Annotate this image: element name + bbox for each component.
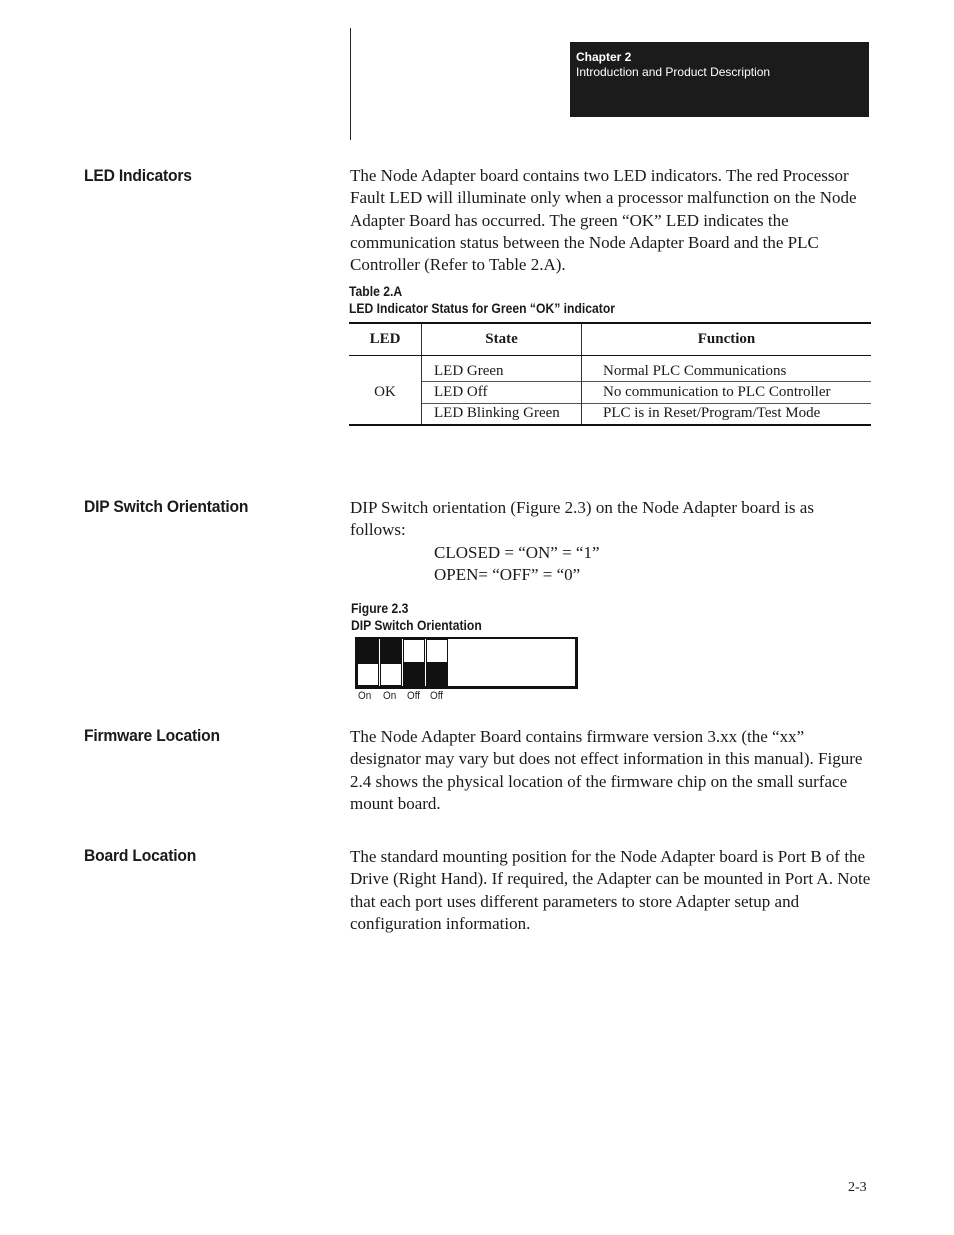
table-cell-led: OK xyxy=(349,356,422,426)
dip-switch-1-upper xyxy=(357,639,379,663)
dip-switch-1 xyxy=(357,639,379,686)
dip-switch-2 xyxy=(380,639,402,686)
table-row xyxy=(349,356,871,382)
figure-number: Figure 2.3 xyxy=(351,601,409,616)
table-title: LED Indicator Status for Green “OK” indicator xyxy=(349,301,615,316)
dip-switch-4-upper xyxy=(426,639,448,663)
board-location-paragraph xyxy=(350,846,872,935)
chapter-header xyxy=(570,42,869,117)
chapter-title: Introduction and Product Description xyxy=(576,65,771,79)
dip-switch-3 xyxy=(403,639,425,686)
firmware-paragraph xyxy=(350,726,872,815)
table-header-function: Function xyxy=(582,323,872,356)
table-cell-function: PLC is in Reset/Program/Test Mode xyxy=(582,403,872,425)
dip-switch-1-lower xyxy=(357,663,379,687)
led-indicators-text: The Node Adapter board contains two LED indicators. The red Processor Fault LED will illuminate only when a processor malfunction on the Node Adapter Board has occurred. The green “OK” LED indicates the communication status between the Node Adapter Board and the PLC Controller (Refer to Table 2.A). xyxy=(350,166,857,275)
dip-switch-3-lower xyxy=(403,663,425,687)
dip-label-4: Off xyxy=(430,690,444,702)
heading-board-location: Board Location xyxy=(84,846,197,865)
led-indicators-paragraph xyxy=(350,165,872,276)
dip-switch-figure xyxy=(355,637,578,689)
dip-open-line: OPEN= “OFF” = “0” xyxy=(434,564,581,584)
dip-switch-4-lower xyxy=(426,663,448,687)
header-vertical-rule xyxy=(350,28,351,140)
figure-title: DIP Switch Orientation xyxy=(351,618,482,633)
table-cell-state: LED Blinking Green xyxy=(422,403,582,425)
dip-switch-paragraph xyxy=(350,497,872,586)
led-status-table xyxy=(349,322,871,426)
dip-switch-4 xyxy=(426,639,448,686)
dip-label-3: Off xyxy=(407,690,421,702)
heading-dip-switch-orientation: DIP Switch Orientation xyxy=(84,497,249,516)
firmware-text: The Node Adapter Board contains firmware version 3.xx (the “xx” designator may vary but does not effect information in this manual). Figure 2.4 shows the physical location of the firmware chip on the small surface mount board. xyxy=(350,727,863,813)
heading-led-indicators: LED Indicators xyxy=(84,166,192,185)
table-number: Table 2.A xyxy=(349,284,403,299)
board-location-text: The standard mounting position for the Node Adapter board is Port B of the Drive (Right Hand). If required, the Adapter can be mounted in Port A. Note that each port uses different parameters to store Adapter setup and configuration information. xyxy=(350,847,871,933)
table-header-led: LED xyxy=(349,323,422,356)
dip-label-2: On xyxy=(383,690,397,702)
figure-caption xyxy=(351,600,482,634)
table-cell-state: LED Off xyxy=(422,382,582,404)
page-number: 2-3 xyxy=(848,1180,867,1195)
table-cell-state: LED Green xyxy=(422,356,582,382)
dip-label-1: On xyxy=(358,690,372,702)
chapter-number: Chapter 2 xyxy=(576,50,632,64)
dip-switch-text: DIP Switch orientation (Figure 2.3) on the Node Adapter board is as follows: xyxy=(350,498,814,540)
table-cell-function: Normal PLC Communications xyxy=(603,362,787,379)
table-row xyxy=(349,382,871,404)
dip-closed-line: CLOSED = “ON” = “1” xyxy=(434,542,600,562)
dip-switch-2-upper xyxy=(380,639,402,663)
table-caption xyxy=(349,283,615,317)
table-cell-function: No communication to PLC Controller xyxy=(582,382,872,404)
heading-firmware-location: Firmware Location xyxy=(84,726,220,745)
table-row xyxy=(349,403,871,425)
dip-switch-3-upper xyxy=(403,639,425,663)
table-header-state: State xyxy=(422,323,582,356)
dip-switch-2-lower xyxy=(380,663,402,687)
